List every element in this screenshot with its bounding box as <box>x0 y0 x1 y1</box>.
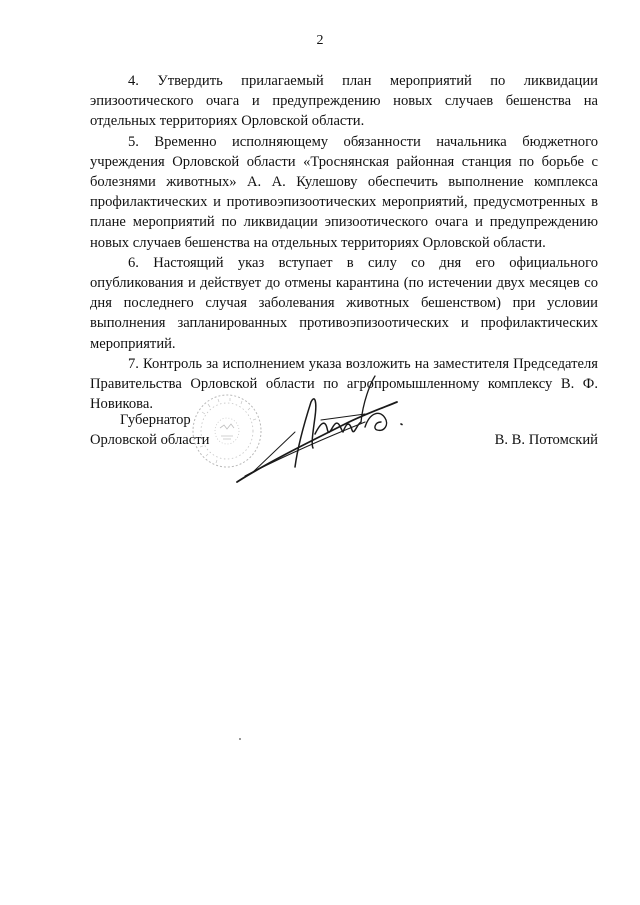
page-number: 2 <box>316 33 324 48</box>
signatory-title-line1: Губернатор <box>120 412 191 428</box>
paragraph-7: 7. Контроль за исполнением указа возложить на заместителя Председателя Правительства Орловской области по агропромышленному комплексу В. Ф. Новикова. <box>90 355 598 413</box>
document-body <box>90 71 598 414</box>
signatory-title <box>90 410 209 450</box>
handwritten-signature <box>225 372 410 487</box>
paragraph-5: 5. Временно исполняющему обязанности начальника бюджетного учреждения Орловской области «Троснянская районная станция по борьбе с болезнями животных» А. А. Кулешову обеспечить выполнение комплекса профилактических и противоэпизоотических мероприятий, предусмотренных в плане мероприятий по ликвидации эпизоотического очага и предупреждению новых случаев бешенства на отдельных территориях Орловской области. <box>90 133 598 251</box>
signatory-title-line2: Орловской области <box>90 432 210 449</box>
paragraph-4: 4. Утвердить прилагаемый план мероприятий по ликвидации эпизоотического очага и предупреждению новых случаев бешенства на отдельных территориях Орловской области. <box>90 73 598 130</box>
paragraph-6: 6. Настоящий указ вступает в силу со дня его официального опубликования и действует до отмены карантина (по истечении двух месяцев со дня последнего случая заболевания животных бешенством) при условии выполнения запланированных противоэпизоотических и профилактических мероприятий. <box>90 254 598 352</box>
signatory-name: В. В. Потомский <box>494 432 598 448</box>
scan-dot <box>239 738 241 740</box>
